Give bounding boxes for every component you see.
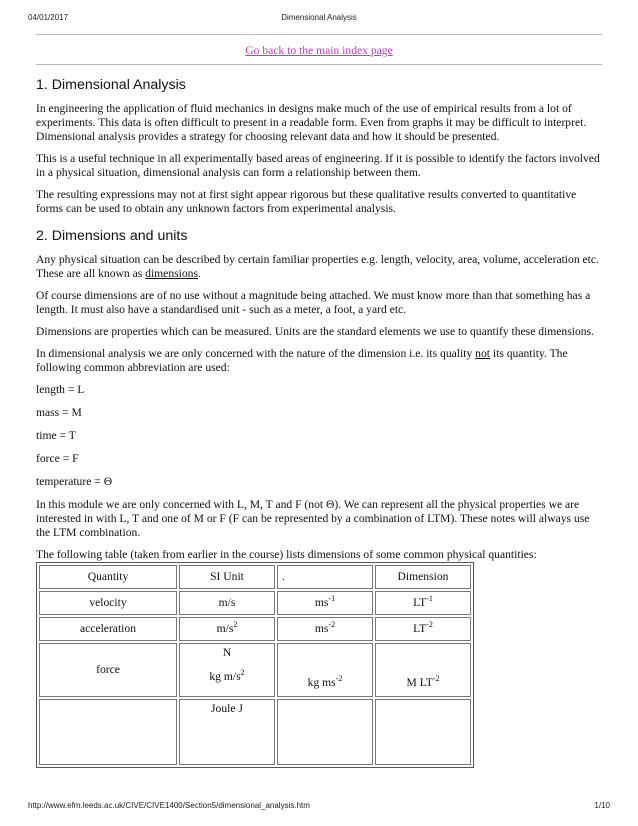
exponent: -2 (335, 674, 343, 684)
units-paragraph: Of course dimensions are of no use without a magnitude being attached. We must know more than that something has a length. It must also have a standardised unit - such as a meter, a foot, a yard etc. (36, 289, 591, 316)
cell-quantity: velocity (39, 591, 177, 615)
cell-quantity: acceleration (39, 617, 177, 641)
section-1-paragraph: In engineering the application of fluid mechanics in designs make much of the use of empirical results from a lot of experiments. This data is often difficult to present in a readable form. Even from graphs it may be difficult to interpret. Dimensional analysis provides a strategy for choosing relevant data and how it should be presented. (36, 102, 587, 143)
print-url: http://www.efm.leeds.ac.uk/CIVE/CIVE1400/Section5/dimensional_analysis.htm (28, 801, 310, 810)
exponent: 2 (240, 668, 245, 678)
exponent: -1 (328, 594, 336, 604)
back-link-row (36, 44, 602, 58)
print-page-title: Dimensional Analysis (281, 13, 357, 22)
text-run: ms (314, 622, 329, 635)
cell-si-unit: m/s (179, 591, 275, 615)
text-run: In dimensional analysis we are only concerned with the nature of the dimension i.e. its quality (36, 347, 476, 360)
cell-alt-unit (277, 617, 373, 641)
section-1-paragraph: This is a useful technique in all experimentally based areas of engineering. If it is possible to identify the factors involved in a physical situation, dimensional analysis can form a relationship between them. (36, 152, 600, 179)
text-run: m/s (216, 622, 234, 635)
nav-divider (36, 64, 602, 65)
table-row (39, 643, 471, 697)
abbreviation-force: force = F (36, 452, 79, 465)
cell-dimension (375, 591, 471, 615)
table-header-row (39, 565, 471, 589)
text-run: M LT (406, 676, 433, 689)
cell-alt-unit (277, 699, 373, 765)
dimensions-paragraph (36, 253, 602, 281)
si-unit-line: N (222, 646, 232, 659)
abbreviation-time: time = T (36, 429, 76, 442)
table-row (39, 591, 471, 615)
header-dimension: Dimension (375, 565, 471, 589)
header-quantity: Quantity (39, 565, 177, 589)
exponent: -2 (426, 620, 433, 630)
text-run: Any physical situation can be described by certain familiar properties e.g. length, velocity, area, volume, acceleration etc. These are all known as (36, 253, 599, 280)
ltm-paragraph: In this module we are only concerned with L, M, T and F (not Θ). We can represent all the physical properties we are interested in with L, T and one of M or F (F can be represented by a combination of LTM). These notes will always use the LTM combination. (36, 498, 590, 539)
abbreviation-temperature: temperature = Θ (36, 475, 113, 488)
dimensions-term: dimensions (145, 267, 198, 280)
section-1-heading: 1. Dimensional Analysis (36, 77, 186, 93)
text-run: kg m/s (209, 670, 241, 683)
cell-alt-unit (277, 591, 373, 615)
cell-dimension (375, 643, 471, 697)
top-divider (36, 34, 602, 35)
abbreviation-length: length = L (36, 383, 85, 396)
cell-dimension (375, 617, 471, 641)
print-page-number: 1/10 (594, 801, 610, 810)
print-header (28, 13, 610, 25)
back-to-index-link[interactable]: Go back to the main index page (245, 44, 393, 57)
header-si-unit: SI Unit (179, 565, 275, 589)
exponent: -2 (432, 674, 440, 684)
text-run: its quantity. The following common abbreviation are used: (36, 347, 568, 374)
cell-si-unit (179, 617, 275, 641)
measure-paragraph: Dimensions are properties which can be measured. Units are the standard elements we use to quantify these dimensions. (36, 325, 594, 338)
print-date: 04/01/2017 (28, 13, 69, 22)
cell-dimension (375, 699, 471, 765)
text-run: LT (413, 596, 427, 609)
print-footer (28, 801, 610, 813)
dimensions-table (36, 562, 474, 768)
exponent: 2 (233, 620, 238, 630)
exponent: -1 (426, 594, 433, 604)
exponent: -2 (328, 620, 336, 630)
cell-quantity (39, 699, 177, 765)
quality-paragraph (36, 347, 602, 375)
section-2-heading: 2. Dimensions and units (36, 228, 188, 244)
section-1-paragraph: The resulting expressions may not at first sight appear rigorous but these qualitative results converted to quantitative forms can be used to obtain any unknown factors from experimental analysis. (36, 188, 577, 215)
cell-quantity: force (39, 643, 177, 697)
text-run: LT (413, 622, 427, 635)
text-run: kg ms (307, 676, 336, 689)
abbreviation-mass: mass = M (36, 406, 82, 419)
header-blank: . (277, 565, 373, 589)
cell-alt-unit (277, 643, 373, 697)
text-run: ms (314, 596, 329, 609)
table-row (39, 617, 471, 641)
document-body (36, 30, 602, 793)
not-emphasis: not (475, 347, 490, 360)
si-unit-line (184, 670, 270, 684)
table-intro: The following table (taken from earlier in the course) lists dimensions of some common physical quantities: (36, 548, 537, 561)
cell-si-unit: Joule J (179, 699, 275, 765)
table-row (39, 699, 471, 765)
text-run: . (197, 267, 201, 280)
cell-si-unit (179, 643, 275, 697)
